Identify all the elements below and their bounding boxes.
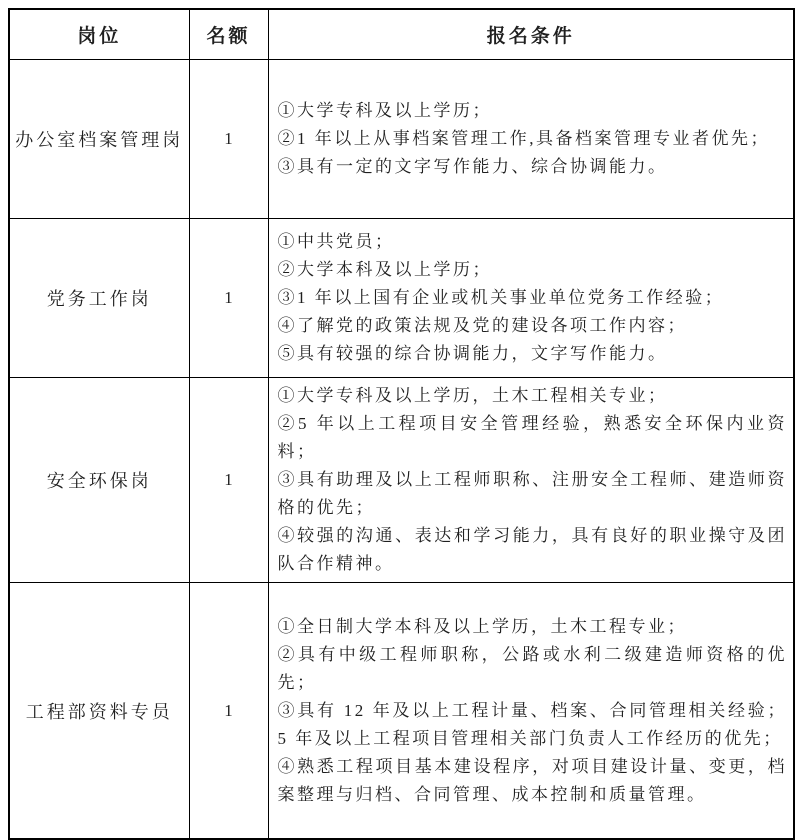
position-cell: 办公室档案管理岗: [9, 60, 189, 219]
condition-item: ①大学专科及以上学历；: [277, 101, 492, 120]
header-quota: 名额: [189, 9, 268, 60]
condition-item: ①全日制大学本科及以上学历，土木工程专业；: [277, 616, 687, 636]
condition-item: ⑤具有较强的综合协调能力，文字写作能力。: [277, 344, 668, 363]
conditions-cell: [268, 583, 794, 840]
recruitment-table: [8, 8, 795, 840]
condition-item: ①大学专科及以上学历，土木工程相关专业；: [277, 386, 668, 405]
table-row: [9, 378, 794, 583]
condition-item: ④了解党的政策法规及党的建设各项工作内容；: [277, 316, 687, 335]
recruitment-table-container: [8, 8, 795, 840]
table-row: [9, 583, 794, 840]
condition-item: ②大学本科及以上学历；: [277, 260, 492, 279]
position-cell: 党务工作岗: [9, 219, 189, 378]
table-header-row: [9, 9, 794, 60]
table-row: [9, 60, 794, 219]
position-cell: 安全环保岗: [9, 378, 189, 583]
table-body: [9, 60, 794, 840]
condition-item: ②具有中级工程师职称，公路或水利二级建造师资格的优先；: [277, 644, 787, 692]
quota-cell: 1: [189, 378, 268, 583]
header-conditions: 报名条件: [268, 9, 794, 60]
table-row: [9, 219, 794, 378]
condition-item: ②1 年以上从事档案管理工作,具备档案管理专业者优先；: [277, 129, 770, 148]
quota-cell: 1: [189, 60, 268, 219]
condition-item: ①中共党员；: [277, 232, 395, 251]
condition-item: ④较强的沟通、表达和学习能力，具有良好的职业操守及团队合作精神。: [277, 526, 787, 573]
position-cell: 工程部资料专员: [9, 583, 189, 840]
header-position: 岗位: [9, 9, 189, 60]
conditions-cell: [268, 219, 794, 378]
condition-item: ④熟悉工程项目基本建设程序，对项目建设计量、变更，档案整理与归档、合同管理、成本控制和质量管理。: [277, 756, 787, 804]
condition-item: ③具有 12 年及以上工程计量、档案、合同管理相关经验；5 年及以上工程项目管理相关部门负责人工作经历的优先；: [277, 700, 787, 748]
condition-item: ③具有一定的文字写作能力、综合协调能力。: [277, 157, 668, 176]
condition-item: ③1 年以上国有企业或机关事业单位党务工作经验；: [277, 288, 725, 307]
conditions-cell: [268, 378, 794, 583]
conditions-cell: [268, 60, 794, 219]
quota-cell: 1: [189, 583, 268, 840]
quota-cell: 1: [189, 219, 268, 378]
condition-item: ②5 年以上工程项目安全管理经验，熟悉安全环保内业资料；: [277, 414, 787, 461]
condition-item: ③具有助理及以上工程师职称、注册安全工程师、建造师资格的优先；: [277, 470, 787, 517]
